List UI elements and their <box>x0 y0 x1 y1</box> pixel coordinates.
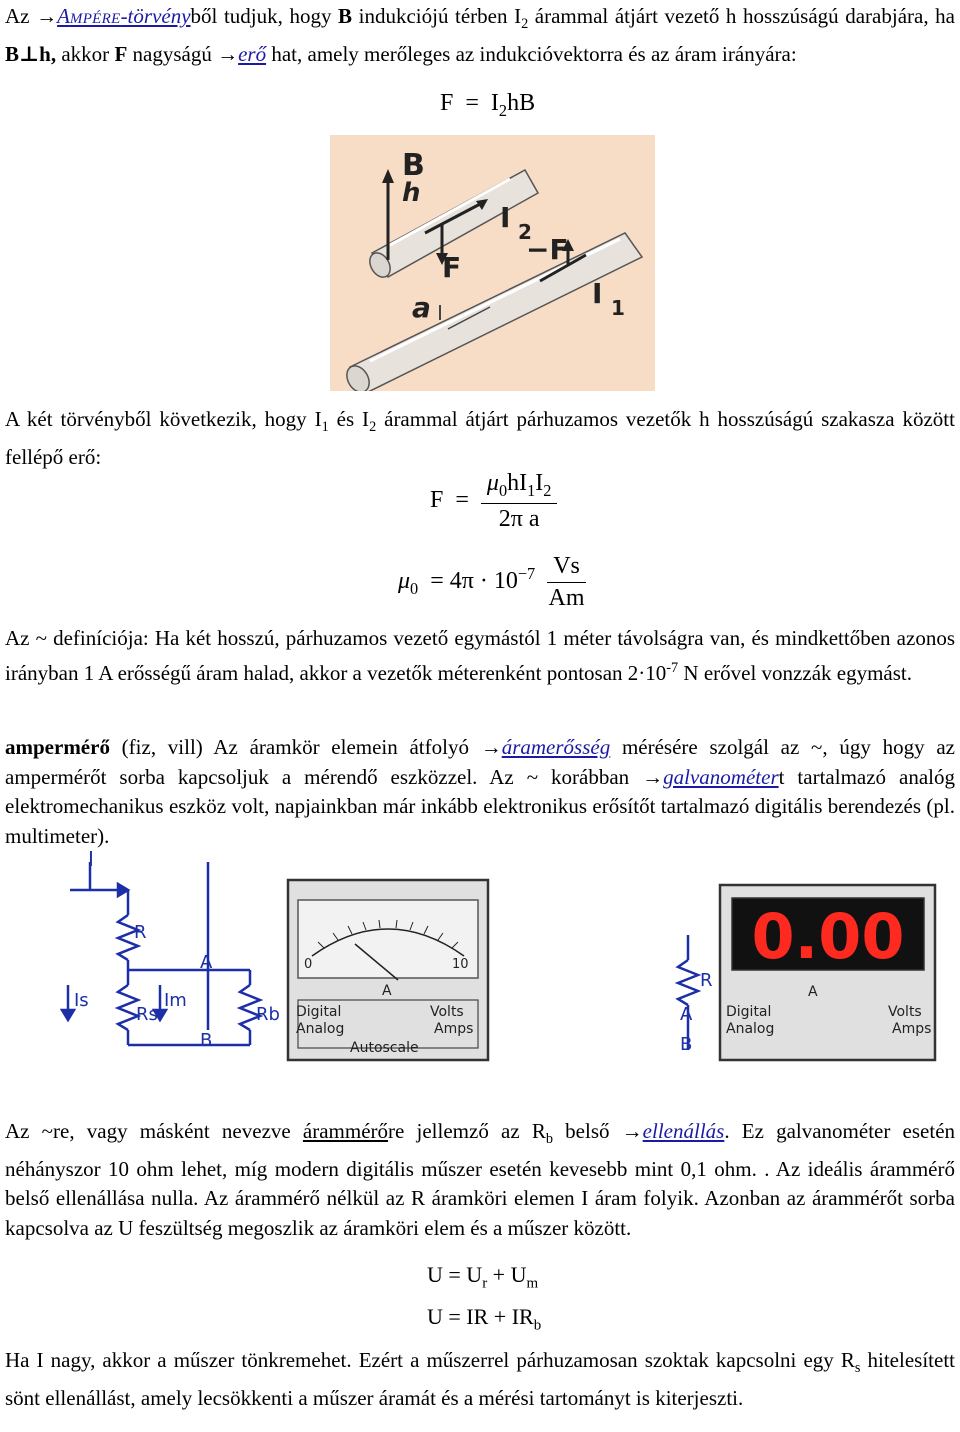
svg-text:10: 10 <box>452 957 469 972</box>
label-Im: Im <box>164 990 187 1011</box>
ampere-law-link[interactable]: AMPÉRE-törvény <box>57 4 191 28</box>
svg-text:Volts: Volts <box>888 1004 922 1020</box>
parallel-conductors-figure <box>330 135 655 391</box>
right-label-B: B <box>680 1034 693 1055</box>
ammeter-circuits-figure <box>60 850 940 1070</box>
mu0-equation: $\mu_0 = 4\pi \cdot 10^{-7}$ $\frac{Vs}{Am}$ <box>398 553 585 611</box>
svg-text:Amps: Amps <box>434 1021 474 1037</box>
label-a: a <box>412 291 431 324</box>
meter-unit: A <box>382 983 392 999</box>
label-Rs: Rs <box>136 1004 158 1025</box>
label-Is: Is <box>74 990 89 1011</box>
force-between-wires-equation: F = $\frac{\mu_0hI_1I_2}{\text{2π a}}$ <box>430 470 557 533</box>
ammeter-paragraph: ampermérő (fiz, vill) Az áramkör elemein átfolyó →áramerősség mérésére szolgál az ~, úgy hogy az ampermérőt sorba kapcsoljuk a mérendő eszközzel. Az ~ korábban →galvanométert tartalmazó analóg elektromechanikus eszköz volt, napjainkban már inkább elektronikus erősítőt tartalmazó digitális berendezés (pl. multimeter). <box>5 735 955 848</box>
right-label-R: R <box>700 970 713 991</box>
link-arrow-icon: → <box>217 41 239 66</box>
svg-text:Autoscale: Autoscale <box>350 1040 419 1056</box>
label-A: A <box>200 952 213 973</box>
svg-text:Volts: Volts <box>430 1004 464 1020</box>
svg-text:2: 2 <box>518 220 532 244</box>
svg-text:Analog: Analog <box>296 1021 345 1037</box>
label-F: F <box>442 251 462 284</box>
digital-unit: A <box>808 984 818 1000</box>
label-B: B <box>402 148 425 183</box>
ammeter-underlined-term: árammérő <box>302 1119 389 1143</box>
label-minus-F: −F <box>526 233 569 266</box>
label-Rb: Rb <box>256 1004 280 1025</box>
svg-text:Digital: Digital <box>726 1004 772 1020</box>
label-B: B <box>200 1030 213 1051</box>
series-circuit <box>678 935 698 1050</box>
current-strength-link[interactable]: áramerősség <box>501 735 611 759</box>
label-h: h <box>402 178 421 208</box>
galvanometer-link[interactable]: galvanométer <box>663 764 779 789</box>
link-arrow-icon: → <box>36 4 58 28</box>
label-I2: I <box>500 201 511 234</box>
svg-text:Analog: Analog <box>726 1021 775 1037</box>
label-R: R <box>134 922 147 943</box>
link-arrow-icon: → <box>621 1119 643 1143</box>
force-link[interactable]: erő <box>238 41 267 66</box>
svg-text:0: 0 <box>304 957 313 972</box>
shunt-paragraph: Ha I nagy, akkor a műszer tönkremehet. Ezért a műszerrel párhuzamosan szoktak kapcsolni egy $R_s$ hitelesített sönt ellenállást, amely lecsökkenti a műszer áramát és a mérési tartományt is kiterjeszti. <box>5 1348 955 1410</box>
intro-paragraph: Az →AMPÉRE-törvényből tudjuk, hogy B indukciójú térben $I_2$ árammal átjárt vezető h hosszúságú darabjára, ha B⊥h, akkor F nagyságú →erő hat, amely merőleges az indukcióvektorra és az áram irányára: <box>5 4 955 66</box>
svg-text:Amps: Amps <box>892 1021 932 1037</box>
internal-resistance-paragraph: Az ~re, vagy másként nevezve árammérőre jellemző az $R_b$ belső →ellenállás. Ez galvanométer esetén néhányszor 10 ohm lehet, míg modern digitális műszer esetén kevesebb mint 0,1 ohm. . Az ideális árammérő belső ellenállása nulla. Az árammérő nélkül az R áramköri elemen I áram folyik. Azonban az árammérőt sorba kapcsolva az U feszültség megoszlik az áramköri elem és a műszer között. <box>5 1119 956 1240</box>
display-value: 0.00 <box>751 900 905 973</box>
shunt-circuit <box>62 862 260 1045</box>
svg-text:Digital: Digital <box>296 1004 342 1020</box>
svg-text:1: 1 <box>611 296 625 320</box>
link-arrow-icon: → <box>642 764 664 789</box>
label-I: I <box>88 850 94 871</box>
label-I1: I <box>592 277 603 310</box>
link-arrow-icon: → <box>480 735 502 759</box>
resistance-link[interactable]: ellenállás <box>642 1119 725 1143</box>
two-laws-paragraph: A két törvényből következik, hogy $I_1$ és $I_2$ árammal átjárt párhuzamos vezetők h hosszúságú szakasza között fellépő erő: <box>5 407 955 469</box>
right-label-A: A <box>680 1004 693 1025</box>
force-equation: $F = I_2hB$ <box>440 90 536 120</box>
voltage-sum-equation: $U = U_r + U_m$ <box>427 1262 539 1292</box>
term-ammeter: ampermérő <box>5 735 110 759</box>
definition-paragraph: Az ~ definíciója: Ha két hosszú, párhuzamos vezető egymástól 1 méter távolságra van, és mindkettőben azonos irányban 1 A erősségű áram halad, akkor a vezetők méterenként pontosan $2\cdot 10^{-7}$ N erővel vonzzák egymást. <box>5 626 955 685</box>
voltage-ir-equation: U = IR + $IR_b$ <box>427 1304 542 1334</box>
